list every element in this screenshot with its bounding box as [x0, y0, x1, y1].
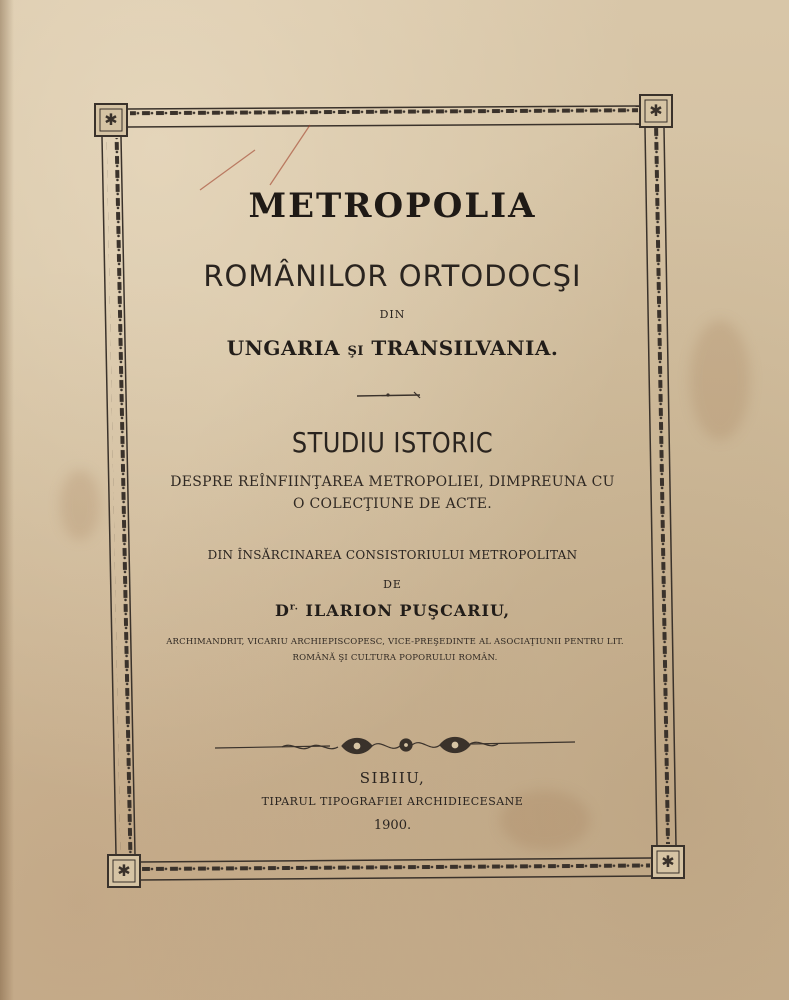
region-part1: UNGARIA: [226, 336, 348, 360]
corner-bottom-left-icon: [108, 855, 140, 887]
corner-top-left-icon: [95, 104, 127, 136]
page-title: METROPOLIA: [248, 186, 537, 226]
author-titles-line: ROMÂNĂ ŞI CULTURA POPORULUI ROMÂN.: [292, 653, 498, 663]
region-heading: [130, 336, 655, 360]
author-prefix-sup: r.: [289, 602, 299, 613]
author-name-text: ILARION PUŞCARIU,: [298, 601, 511, 620]
subtitle: ROMÂNILOR ORTODOCŞI: [203, 259, 582, 293]
author-prefix: D: [274, 601, 290, 620]
author-titles: [150, 634, 640, 666]
connector-din: DIN: [379, 308, 406, 321]
svg-text:✱: ✱: [104, 110, 118, 129]
corner-bottom-right-icon: [652, 846, 684, 878]
floral-flourish-icon: [215, 738, 575, 754]
by-line: DE: [383, 578, 402, 591]
printer-line: TIPARUL TIPOGRAFIEI ARCHIDIECESANE: [261, 795, 524, 808]
commission-line: DIN ÎNSĂRCINAREA CONSISTORIULUI METROPOLITAN: [207, 548, 578, 562]
study-description-line: DESPRE REÎNFIINŢAREA METROPOLIEI, DIMPREUNA CU: [170, 474, 615, 490]
pencil-mark: [200, 125, 310, 190]
study-description-line: O COLECŢIUNE DE ACTE.: [293, 496, 492, 512]
publication-city: SIBIIU,: [359, 769, 426, 787]
border-bottom: [140, 858, 652, 880]
study-title: STUDIU ISTORIC: [291, 426, 494, 459]
study-description: [130, 471, 655, 515]
svg-text:✱: ✱: [661, 852, 675, 871]
svg-text:✱: ✱: [117, 861, 131, 880]
publication-year: 1900.: [373, 818, 412, 833]
author-titles-line: ARCHIMANDRIT, VICARIU ARCHIEPISCOPESC, VICE-PREŞEDINTE AL ASOCIAŢIUNII PENTRU LIT.: [166, 637, 624, 647]
border-top: [128, 106, 640, 127]
dash-ornament-icon: [357, 392, 420, 398]
region-si: ŞI: [347, 344, 364, 359]
author-name: [130, 601, 655, 620]
svg-text:✱: ✱: [649, 101, 663, 120]
corner-top-right-icon: [640, 95, 672, 127]
region-part2: TRANSILVANIA.: [363, 336, 559, 360]
